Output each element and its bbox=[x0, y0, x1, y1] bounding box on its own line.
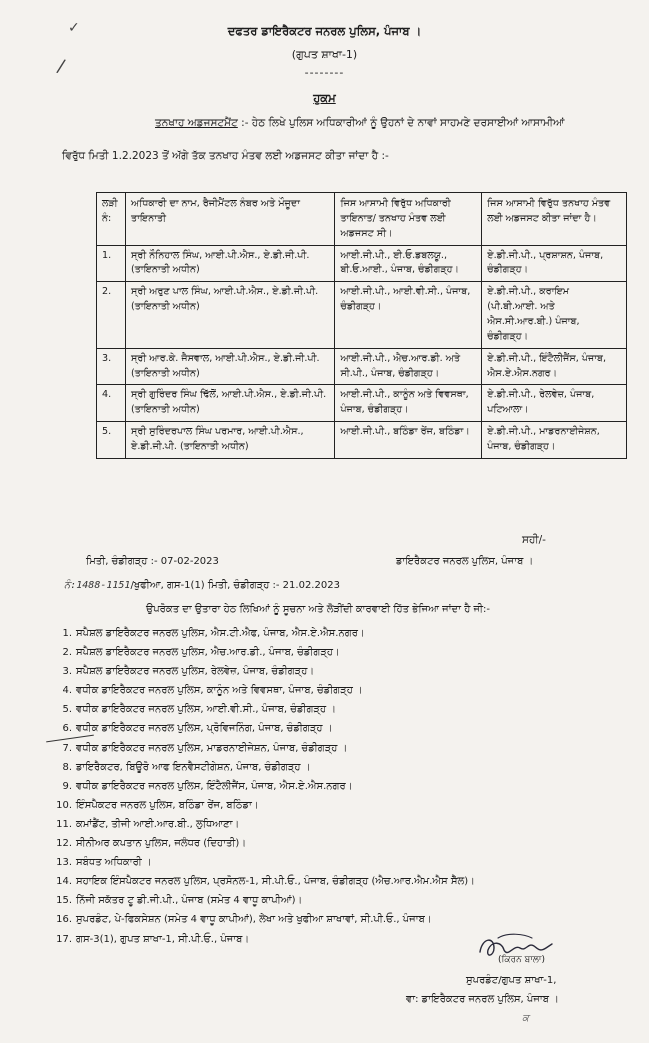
list-number: 11. bbox=[56, 818, 72, 830]
pay-adjustment-table bbox=[96, 192, 627, 459]
cell-serial: 1. bbox=[97, 245, 126, 282]
subject-label: ਤਨਖਾਹ ਅਡਜਸਟਮੈਂਟ bbox=[155, 117, 238, 129]
cell-serial: 3. bbox=[97, 348, 126, 385]
signed-sd-text: ਸਹੀ/- bbox=[522, 534, 546, 546]
list-item bbox=[50, 662, 475, 681]
header-separator: -------- bbox=[304, 66, 345, 79]
list-item bbox=[50, 853, 475, 872]
cell-officer: ਸ੍ਰੀ ਆਰ.ਕੇ. ਜੈਸਵਾਲ, ਆਈ.ਪੀ.ਐਸ., ਏ.ਡੀ.ਜੀ.ਪੀ. (ਤਾਇਨਾਤੀ ਅਧੀਨ) bbox=[125, 348, 335, 385]
cell-from-post: ਆਈ.ਜੀ.ਪੀ., ਆਈ.ਵੀ.ਸੀ., ਪੰਜਾਬ, ਚੰਡੀਗੜ੍ਹ। bbox=[335, 282, 482, 348]
list-text: ਕਮਾਂਡੈਂਟ, ਤੀਜੀ ਆਈ.ਆਰ.ਬੀ., ਲੁਧਿਆਣਾ। bbox=[76, 818, 240, 830]
list-item bbox=[50, 872, 475, 891]
list-text: ਸਪੈਸ਼ਲ ਡਾਇਰੈਕਟਰ ਜਨਰਲ ਪੁਲਿਸ, ਐਚ.ਆਰ.ਡੀ., ਪੰਜਾਬ, ਚੰਡੀਗੜ੍ਹ। bbox=[76, 647, 340, 659]
list-number: 2. bbox=[62, 647, 72, 659]
signatory-office: ਵਾ: ਡਾਇਰੈਕਟਰ ਜਨਰਲ ਪੁਲਿਸ, ਪੰਜਾਬ । bbox=[406, 994, 559, 1005]
list-item bbox=[50, 700, 475, 719]
list-text: ਗਸ-3(1), ਗੁਪਤ ਸ਼ਾਖਾ-1, ਸੀ.ਪੀ.ਓ., ਪੰਜਾਬ। bbox=[76, 933, 250, 945]
list-item bbox=[50, 777, 475, 796]
signatory-name: (ਕਿਰਨ ਬਾਲਾ) bbox=[498, 955, 545, 965]
list-text: ਸੁਪਰਡੰਟ, ਪੇ-ਫਿਕਸੇਸ਼ਨ (ਸਮੇਤ 4 ਵਾਧੂ ਕਾਪੀਆਂ), ਲੇਖਾ ਅਤੇ ਖੁਫੀਆ ਸ਼ਾਖਾਵਾਂ, ਸੀ.ਪੀ.ਓ., ਪੰਜਾਬ। bbox=[76, 914, 432, 926]
cell-to-post: ਏ.ਡੀ.ਜੀ.ਪੀ., ਮਾਡਰਨਾਈਜੇਸ਼ਨ, ਪੰਜਾਬ, ਚੰਡੀਗੜ੍ਹ। bbox=[482, 422, 627, 459]
cell-to-post: ਏ.ਡੀ.ਜੀ.ਪੀ., ਪ੍ਰਸ਼ਾਸ਼ਨ, ਪੰਜਾਬ, ਚੰਡੀਗੜ੍ਹ। bbox=[482, 245, 627, 282]
endorsement-line bbox=[64, 580, 340, 591]
list-number: 9. bbox=[62, 780, 72, 792]
list-number: 4. bbox=[62, 685, 72, 697]
cell-officer: ਸ੍ਰੀ ਅਰੁਣ ਪਾਲ ਸਿੰਘ, ਆਈ.ਪੀ.ਐਸ., ਏ.ਡੀ.ਜੀ.ਪੀ. (ਤਾਇਨਾਤੀ ਅਧੀਨ) bbox=[125, 282, 335, 348]
list-text: ਵਧੀਕ ਡਾਇਰੈਕਟਰ ਜਨਰਲ ਪੁਲਿਸ, ਇੰਟੈਲੀਜੈਂਸ, ਪੰਜਾਬ, ਐਸ.ਏ.ਐਸ.ਨਗਰ। bbox=[76, 780, 353, 792]
cell-from-post: ਆਈ.ਜੀ.ਪੀ., ਕਾਨੂੰਨ ਅਤੇ ਵਿਵਸਥਾ, ਪੰਜਾਬ, ਚੰਡੀਗੜ੍ਹ। bbox=[335, 385, 482, 422]
bottom-initial-mark: ਕ bbox=[522, 1013, 529, 1024]
recipient-list bbox=[50, 624, 475, 949]
list-item bbox=[50, 815, 475, 834]
list-item bbox=[50, 930, 475, 949]
list-item bbox=[50, 643, 475, 662]
list-number: 3. bbox=[62, 666, 72, 678]
list-number: 12. bbox=[56, 838, 72, 850]
list-text: ਵਧੀਕ ਡਾਇਰੈਕਟਰ ਜਨਰਲ ਪੁਲਿਸ, ਮਾਡਰਨਾਈਜੇਸ਼ਨ, ਪੰਜਾਬ, ਚੰਡੀਗੜ੍ਹ । bbox=[76, 742, 348, 754]
order-intro-line-2: ਵਿਰੁੱਧ ਮਿਤੀ 1.2.2023 ਤੋਂ ਅੱਗੇ ਤੱਕ ਤਨਖਾਹ ਮੰਤਵ ਲਈ ਅਡਜਸਟ ਕੀਤਾ ਜਾਂਦਾ ਹੈ :- bbox=[62, 150, 389, 162]
table-row bbox=[97, 385, 627, 422]
list-item bbox=[50, 796, 475, 815]
endorsement-reference: /ਖੁਫੀਆ, ਗਸ-1(1) ਮਿਤੀ, ਚੰਡੀਗੜ੍ਹ :- 21.02.2023 bbox=[130, 580, 340, 591]
table-row bbox=[97, 348, 627, 385]
list-text: ਸਪੈਸ਼ਲ ਡਾਇਰੈਕਟਰ ਜਨਰਲ ਪੁਲਿਸ, ਰੇਲਵੇਜ਼, ਪੰਜਾਬ, ਚੰਡੀਗੜ੍ਹ। bbox=[76, 666, 315, 678]
list-text: ਇੰਸਪੈਕਟਰ ਜਨਰਲ ਪੁਲਿਸ, ਬਠਿੰਡਾ ਰੇਂਜ, ਬਠਿੰਡਾ। bbox=[76, 799, 259, 811]
table-header-row bbox=[97, 193, 627, 246]
header-from-post: ਜਿਸ ਆਸਾਮੀ ਵਿਰੁੱਧ ਅਧਿਕਾਰੀ ਤਾਇਨਾਤ/ ਤਨਖਾਹ ਮੰਤਵ ਲਈ ਅਡਜਸਟ ਸੀ। bbox=[335, 193, 482, 246]
cell-from-post: ਆਈ.ਜੀ.ਪੀ., ਬਠਿੰਡਾ ਰੇਂਜ, ਬਠਿੰਡਾ। bbox=[335, 422, 482, 459]
list-number: 5. bbox=[62, 704, 72, 716]
margin-slash-mark: / bbox=[55, 55, 67, 78]
list-item bbox=[50, 834, 475, 853]
list-text: ਵਧੀਕ ਡਾਇਰੈਕਟਰ ਜਨਰਲ ਪੁਲਿਸ, ਕਾਨੂੰਨ ਅਤੇ ਵਿਵਸਥਾ, ਪੰਜਾਬ, ਚੰਡੀਗੜ੍ਹ । bbox=[76, 685, 363, 697]
cell-from-post: ਆਈ.ਜੀ.ਪੀ., ਈ.ਓ.ਡਬਲਯੂ., ਬੀ.ਓ.ਆਈ., ਪੰਜਾਬ, ਚੰਡੀਗੜ੍ਹ। bbox=[335, 245, 482, 282]
list-number: 14. bbox=[56, 876, 72, 888]
list-number: 1. bbox=[62, 628, 72, 639]
order-heading: ਹੁਕਮ bbox=[313, 91, 336, 105]
header-serial: ਲੜੀ ਨੰ: bbox=[97, 193, 126, 246]
list-item bbox=[50, 758, 475, 777]
list-number: 8. bbox=[62, 761, 72, 773]
cell-serial: 2. bbox=[97, 282, 126, 348]
margin-tick-mark: ✓ bbox=[68, 20, 80, 36]
signatory-designation: ਸੁਪਰਡੰਟ/ਗੁਪਤ ਸ਼ਾਖਾ-1, bbox=[466, 975, 557, 986]
branch-subtitle: (ਗੁਪਤ ਸ਼ਾਖਾ-1) bbox=[291, 48, 358, 61]
table-row bbox=[97, 422, 627, 459]
order-intro-line-1 bbox=[155, 117, 565, 130]
cell-serial: 5. bbox=[97, 422, 126, 459]
list-text: ਵਧੀਕ ਡਾਇਰੈਕਟਰ ਜਨਰਲ ਪੁਲਿਸ, ਆਈ.ਵੀ.ਸੀ., ਪੰਜਾਬ, ਚੰਡੀਗੜ੍ਹ । bbox=[76, 704, 337, 716]
copy-forward-intro: ਉਪਰੋਕਤ ਦਾ ਉਤਾਰਾ ਹੇਠ ਲਿਖਿਆਂ ਨੂੰ ਸੂਚਨਾ ਅਤੇ ਲੋੜੀਂਦੀ ਕਾਰਵਾਈ ਹਿੱਤ ਭੇਜਿਆ ਜਾਂਦਾ ਹੈ ਜੀ:- bbox=[146, 604, 491, 615]
endorsement-number: ਨੰ:1488-1151 bbox=[64, 580, 131, 591]
cell-officer: ਸ੍ਰੀ ਗੁਰਿੰਦਰ ਸਿੰਘ ਢਿੱਲੋਂ, ਆਈ.ਪੀ.ਐਸ., ਏ.ਡੀ.ਜੀ.ਪੀ. (ਤਾਇਨਾਤੀ ਅਧੀਨ) bbox=[125, 385, 335, 422]
issuing-office-line: ਡਾਇਰੈਕਟਰ ਜਨਰਲ ਪੁਲਿਸ, ਪੰਜਾਬ । bbox=[396, 556, 534, 567]
list-number: 7. bbox=[62, 742, 72, 754]
list-item bbox=[50, 681, 475, 700]
list-number: 6. bbox=[62, 723, 72, 735]
cell-serial: 4. bbox=[97, 385, 126, 422]
cell-officer: ਸ੍ਰੀ ਨੌਨਿਹਾਲ ਸਿੰਘ, ਆਈ.ਪੀ.ਐਸ., ਏ.ਡੀ.ਜੀ.ਪੀ. (ਤਾਇਨਾਤੀ ਅਧੀਨ) bbox=[125, 245, 335, 282]
list-text: ਵਧੀਕ ਡਾਇਰੈਕਟਰ ਜਨਰਲ ਪੁਲਿਸ, ਪ੍ਰੋਵਿਜਨਿੰਗ, ਪੰਜਾਬ, ਚੰਡੀਗੜ੍ਹ । bbox=[76, 723, 333, 735]
order-intro-text: :- ਹੇਠ ਲਿਖੇ ਪੁਲਿਸ ਅਧਿਕਾਰੀਆਂ ਨੂੰ ਉਹਨਾਂ ਦੇ ਨਾਵਾਂ ਸਾਹਮਣੇ ਦਰਸਾਈਆਂ ਆਸਾਮੀਆਂ bbox=[241, 117, 565, 129]
list-text: ਸਬੰਧਤ ਅਧਿਕਾਰੀ । bbox=[76, 857, 152, 869]
list-text: ਸਪੈਸ਼ਲ ਡਾਇਰੈਕਟਰ ਜਨਰਲ ਪੁਲਿਸ, ਐਸ.ਟੀ.ਐਫ, ਪੰਜਾਬ, ਐਸ.ਏ.ਐਸ.ਨਗਰ। bbox=[76, 628, 365, 639]
cell-from-post: ਆਈ.ਜੀ.ਪੀ., ਐਚ.ਆਰ.ਡੀ. ਅਤੇ ਸੀ.ਪੀ., ਪੰਜਾਬ, ਚੰਡੀਗੜ੍ਹ। bbox=[335, 348, 482, 385]
list-text: ਸਹਾਇਕ ਇੰਸਪੈਕਟਰ ਜਨਰਲ ਪੁਲਿਸ, ਪ੍ਰਸੋਨਲ-1, ਸੀ.ਪੀ.ਓ., ਪੰਜਾਬ, ਚੰਡੀਗੜ੍ਹ (ਐਚ.ਆਰ.ਐਮ.ਐਸ ਸੈੱਲ)। bbox=[76, 876, 475, 888]
list-number: 13. bbox=[56, 857, 72, 869]
list-item bbox=[50, 624, 475, 643]
table-row bbox=[97, 282, 627, 348]
list-number: 10. bbox=[56, 799, 72, 811]
cell-to-post: ਏ.ਡੀ.ਜੀ.ਪੀ., ਇੰਟੈਲੀਜੈਂਸ, ਪੰਜਾਬ, ਐਸ.ਏ.ਐਸ.ਨਗਰ। bbox=[482, 348, 627, 385]
cell-to-post: ਏ.ਡੀ.ਜੀ.ਪੀ., ਕਰਾਇਮ (ਪੀ.ਬੀ.ਆਈ. ਅਤੇ ਐਸ.ਸੀ.ਆਰ.ਬੀ.) ਪੰਜਾਬ, ਚੰਡੀਗੜ੍ਹ। bbox=[482, 282, 627, 348]
list-number: 16. bbox=[56, 914, 72, 926]
list-item bbox=[50, 719, 475, 738]
list-number: 15. bbox=[56, 895, 72, 907]
list-number: 17. bbox=[56, 933, 72, 945]
office-title: ਦਫਤਰ ਡਾਇਰੈਕਟਰ ਜਨਰਲ ਪੁਲਿਸ, ਪੰਜਾਬ । bbox=[227, 24, 422, 38]
list-item bbox=[50, 739, 475, 758]
list-text: ਸੀਨੀਅਰ ਕਪਤਾਨ ਪੁਲਿਸ, ਜਲੰਧਰ (ਦਿਹਾਤੀ)। bbox=[76, 838, 247, 850]
order-date-line: ਮਿਤੀ, ਚੰਡੀਗੜ੍ਹ :- 07-02-2023 bbox=[86, 556, 219, 567]
table-row bbox=[97, 245, 627, 282]
header-to-post: ਜਿਸ ਆਸਾਮੀ ਵਿਰੁੱਧ ਤਨਖਾਹ ਮੰਤਵ ਲਈ ਅਡਜਸਟ ਕੀਤਾ ਜਾਂਦਾ ਹੈ। bbox=[482, 193, 627, 246]
cell-to-post: ਏ.ਡੀ.ਜੀ.ਪੀ., ਰੇਲਵੇਜ਼, ਪੰਜਾਬ, ਪਟਿਆਲਾ। bbox=[482, 385, 627, 422]
list-text: ਡਾਇਰੈਕਟਰ, ਬਿਊਰੋ ਆਫ ਇਨਵੈਸਟੀਗੇਸ਼ਨ, ਪੰਜਾਬ, ਚੰਡੀਗੜ੍ਹ । bbox=[76, 761, 311, 773]
list-item bbox=[50, 891, 475, 910]
list-text: ਨਿੱਜੀ ਸਕੱਤਰ ਟੂ ਡੀ.ਜੀ.ਪੀ., ਪੰਜਾਬ (ਸਮੇਤ 4 ਵਾਧੂ ਕਾਪੀਆਂ)। bbox=[76, 895, 303, 907]
header-officer: ਅਧਿਕਾਰੀ ਦਾ ਨਾਮ, ਰੈਜੀਮੈਂਟਲ ਨੰਬਰ ਅਤੇ ਮੌਜੂਦਾ ਤਾਇਨਾਤੀ bbox=[125, 193, 335, 246]
cell-officer: ਸ੍ਰੀ ਸੁਰਿੰਦਰਪਾਲ ਸਿੰਘ ਪਰਮਾਰ, ਆਈ.ਪੀ.ਐਸ., ਏ.ਡੀ.ਜੀ.ਪੀ. (ਤਾਇਨਾਤੀ ਅਧੀਨ) bbox=[125, 422, 335, 459]
list-item bbox=[50, 910, 475, 929]
